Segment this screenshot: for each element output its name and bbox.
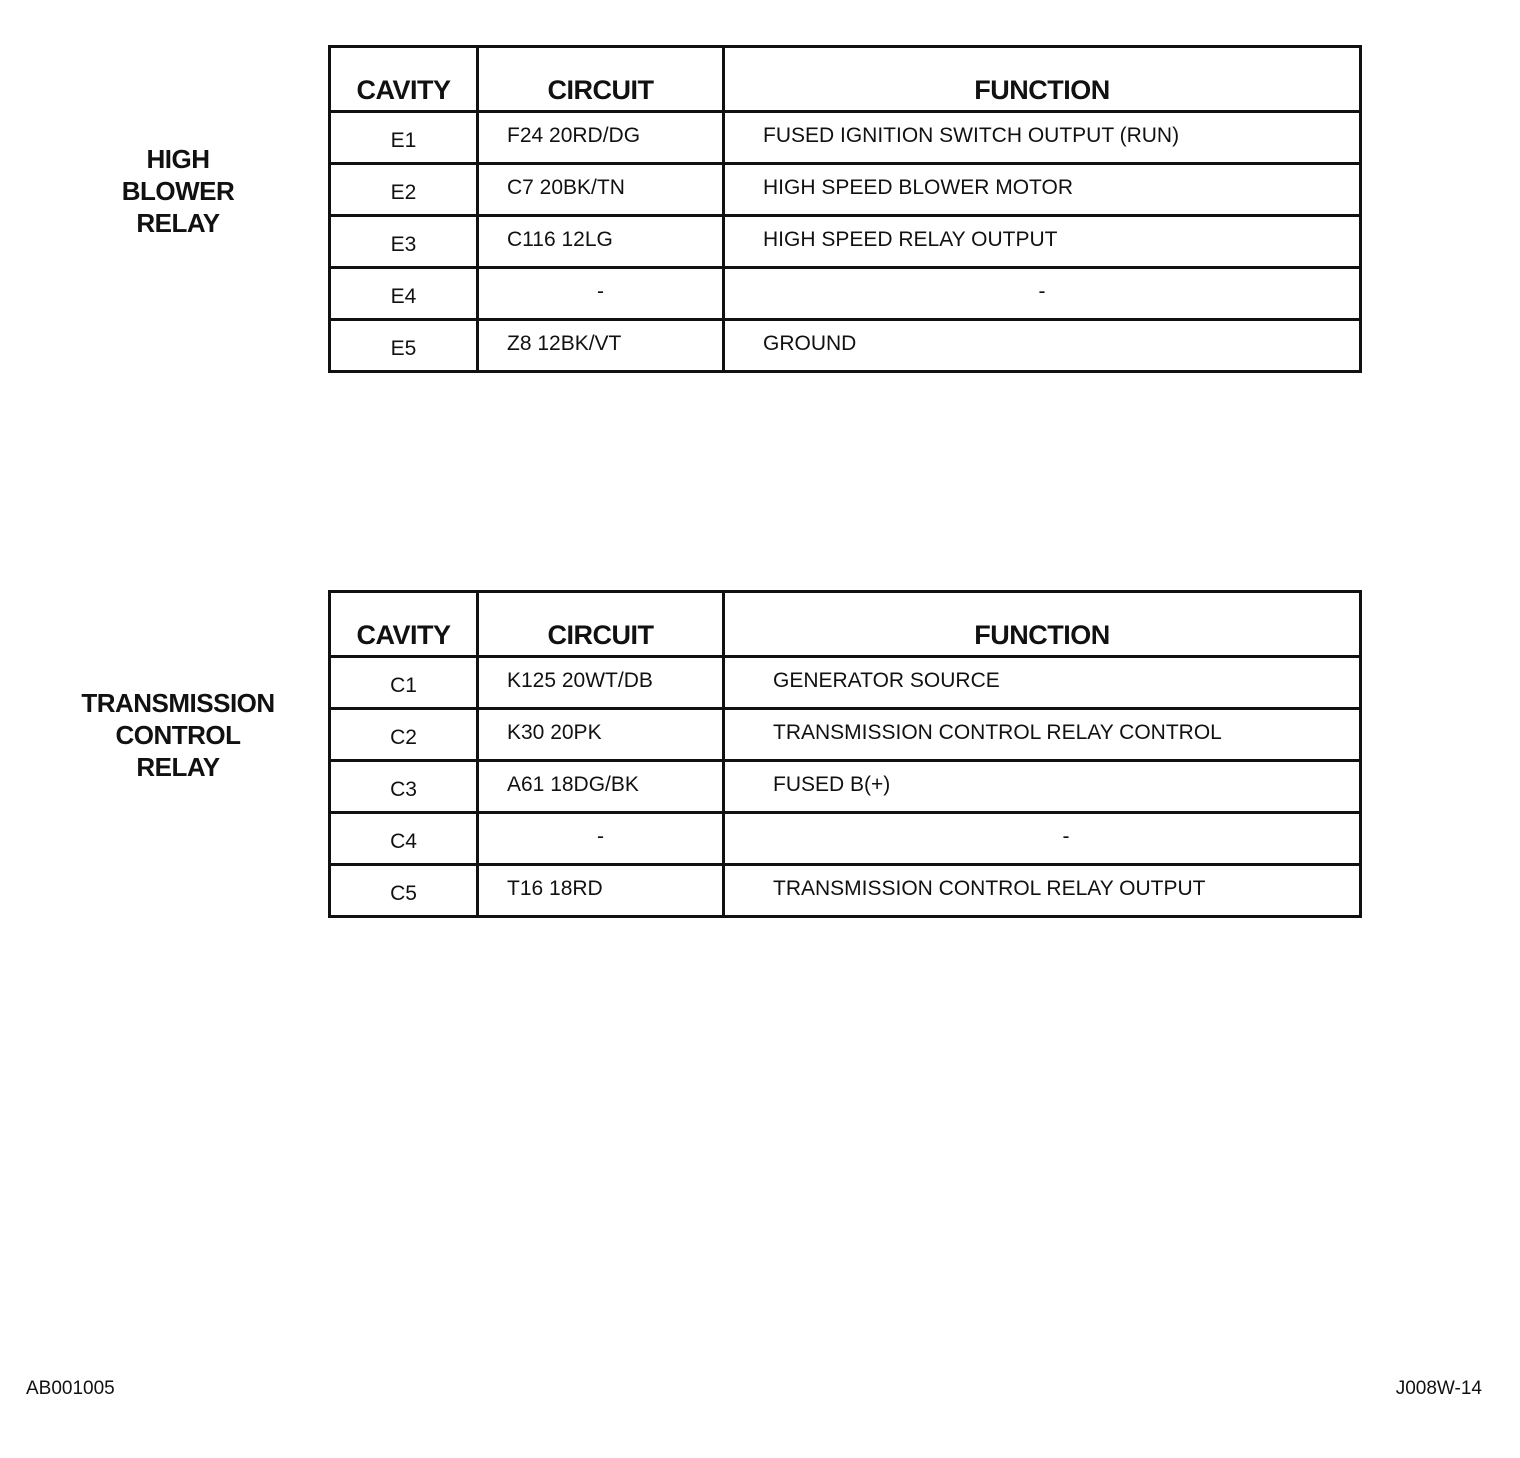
function-cell: HIGH SPEED RELAY OUTPUT: [724, 216, 1361, 268]
table-row: [330, 268, 1361, 320]
function-cell: -: [724, 268, 1361, 320]
table-row: [330, 709, 1361, 761]
table-row: [330, 112, 1361, 164]
circuit-cell: A61 18DG/BK: [478, 761, 724, 813]
circuit-cell: F24 20RD/DG: [478, 112, 724, 164]
cavity-cell: E3: [330, 216, 478, 268]
table-row: [330, 865, 1361, 917]
table-row: [330, 813, 1361, 865]
table-row: [330, 320, 1361, 372]
cavity-cell: E4: [330, 268, 478, 320]
column-header-cavity: CAVITY: [330, 592, 478, 657]
figure-code-left: AB001005: [26, 1378, 115, 1399]
circuit-cell: -: [478, 813, 724, 865]
function-cell: FUSED B(+): [724, 761, 1361, 813]
function-cell: TRANSMISSION CONTROL RELAY CONTROL: [724, 709, 1361, 761]
column-header-cavity: CAVITY: [330, 47, 478, 112]
cavity-cell: C4: [330, 813, 478, 865]
relay-label-line: TRANSMISSION: [81, 688, 275, 718]
relay-label-line: CONTROL: [115, 720, 241, 750]
function-cell: GENERATOR SOURCE: [724, 657, 1361, 709]
relay-label-line: BLOWER: [121, 176, 235, 206]
table-row: [330, 761, 1361, 813]
table-header-row: [330, 592, 1361, 657]
cavity-cell: C3: [330, 761, 478, 813]
circuit-cell: -: [478, 268, 724, 320]
column-header-function: FUNCTION: [724, 47, 1361, 112]
circuit-cell: K125 20WT/DB: [478, 657, 724, 709]
figure-code-right: J008W-14: [1395, 1378, 1482, 1399]
circuit-cell: C7 20BK/TN: [478, 164, 724, 216]
function-cell: TRANSMISSION CONTROL RELAY OUTPUT: [724, 865, 1361, 917]
table-row: [330, 164, 1361, 216]
circuit-cell: C116 12LG: [478, 216, 724, 268]
function-cell: HIGH SPEED BLOWER MOTOR: [724, 164, 1361, 216]
relay-label-transmission-control: [48, 687, 308, 783]
table-header-row: [330, 47, 1361, 112]
column-header-circuit: CIRCUIT: [478, 47, 724, 112]
circuit-cell: T16 18RD: [478, 865, 724, 917]
cavity-cell: E2: [330, 164, 478, 216]
function-cell: FUSED IGNITION SWITCH OUTPUT (RUN): [724, 112, 1361, 164]
pinout-table-transmission-control-relay: [328, 590, 1362, 918]
table-row: [330, 216, 1361, 268]
cavity-cell: C2: [330, 709, 478, 761]
pinout-table-high-blower-relay: [328, 45, 1362, 373]
relay-label-high-blower: [48, 143, 308, 239]
table-row: [330, 657, 1361, 709]
function-cell: GROUND: [724, 320, 1361, 372]
circuit-cell: Z8 12BK/VT: [478, 320, 724, 372]
cavity-cell: E1: [330, 112, 478, 164]
cavity-cell: C5: [330, 865, 478, 917]
cavity-cell: C1: [330, 657, 478, 709]
circuit-cell: K30 20PK: [478, 709, 724, 761]
relay-label-line: RELAY: [136, 752, 220, 782]
column-header-circuit: CIRCUIT: [478, 592, 724, 657]
cavity-cell: E5: [330, 320, 478, 372]
relay-label-line: RELAY: [136, 208, 220, 238]
function-cell: -: [724, 813, 1361, 865]
column-header-function: FUNCTION: [724, 592, 1361, 657]
relay-label-line: HIGH: [146, 144, 210, 174]
